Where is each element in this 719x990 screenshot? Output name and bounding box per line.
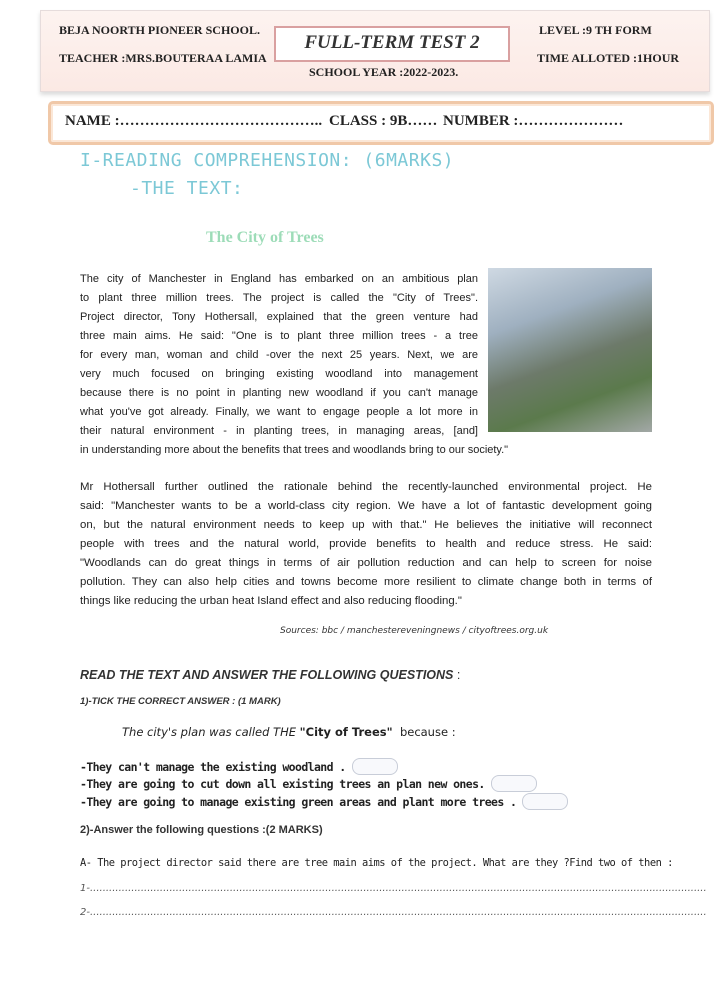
text-line: people with trees and the natural world, provide benefits to health and reduce stress. He said: — [80, 538, 652, 550]
instructions-colon: : — [456, 668, 461, 682]
test-title: FULL-TERM TEST 2 — [304, 32, 480, 53]
text-line: for every man, woman and child -over the next 25 years. Next, we are — [80, 349, 478, 361]
q1-stem-part: The city's plan was called THE — [122, 725, 296, 739]
sources: Sources: bbc / manchestereveningnews / cityoftrees.org.uk — [280, 626, 549, 636]
answer-line-label: 2- — [80, 907, 90, 918]
instructions-heading — [80, 668, 460, 682]
q1-stem-end: because : — [399, 725, 456, 739]
text-line: on, but the natural environment needs to keep up with that." He believes the initiative will reconnect — [80, 519, 652, 531]
text-line: Project director, Tony Hothersall, explained that the green venture had — [80, 311, 478, 323]
q1-option-2: -They are going to cut down all existing trees an plan new ones. — [80, 776, 485, 791]
teacher-name: TEACHER :MRS.BOUTERAA LAMIA — [59, 51, 267, 65]
text-line: because there is no point in planting new woodland if you can't manage — [80, 387, 478, 399]
student-info-box — [48, 101, 714, 145]
section-subheading: -THE TEXT: — [130, 178, 244, 199]
city-photo — [488, 268, 652, 432]
text-line: their natural environment - in planting trees, in managing areas, [and] — [80, 425, 478, 437]
text-line: The city of Manchester in England has embarked on an ambitious plan — [80, 273, 478, 285]
q2-title: 2)-Answer the following questions :(2 MARKS) — [80, 824, 323, 836]
text-line: things like reducing the urban heat Island effect and also reducing flooding." — [80, 595, 462, 607]
school-year: SCHOOL YEAR :2022-2023. — [309, 65, 459, 79]
q1-option-row-1 — [80, 758, 398, 775]
q1-option-row-2 — [80, 775, 537, 792]
instructions-text: READ THE TEXT AND ANSWER THE FOLLOWING QUESTIONS — [80, 668, 454, 682]
q1-checkbox-3[interactable] — [522, 793, 568, 810]
text-line: pollution. They can also help cities and towns become more resilient to climate change both in terms of — [80, 576, 652, 588]
q1-checkbox-2[interactable] — [491, 775, 537, 792]
q1-stem-bold: "City of Trees" — [299, 725, 393, 739]
text-line: said: "Manchester wants to be a world-class city region. We have a lot of fantastic development going — [80, 500, 652, 512]
q1-option-row-3 — [80, 793, 568, 810]
class-field[interactable]: CLASS : 9B…… — [329, 113, 438, 129]
text-title: The City of Trees — [206, 229, 324, 246]
q1-checkbox-1[interactable] — [352, 758, 398, 775]
name-field[interactable]: NAME :………………………………….. — [65, 113, 323, 129]
answer-line-label: 1- — [80, 883, 90, 894]
level: LEVEL :9 TH FORM — [539, 23, 652, 37]
text-line: three main aims. He said: "One is to plant three million trees - a tree — [80, 330, 478, 342]
text-line: Mr Hothersall further outlined the rationale behind the recently-launched environmental project. He — [80, 481, 652, 493]
answer-line-1[interactable]: 1-.................................................................................................................................................................................................. — [80, 883, 707, 894]
q1-title: 1)-TICK THE CORRECT ANSWER : (1 MARK) — [80, 696, 281, 707]
answer-line-2[interactable]: 2-.................................................................................................................................................................................................. — [80, 907, 707, 918]
title-box — [274, 26, 510, 62]
q1-option-1: -They can't manage the existing woodland . — [80, 759, 346, 774]
text-line: "Woodlands can do great things in terms of air pollution reduction and can help to screen for noise — [80, 557, 652, 569]
text-line: in understanding more about the benefits that trees and woodlands bring to our society." — [80, 444, 509, 456]
text-line: what you've got already. Finally, we want to engage people a lot more in — [80, 406, 478, 418]
q1-stem — [122, 725, 456, 739]
text-line: to plant three million trees. The project is called the "City of Trees". — [80, 292, 478, 304]
time-allotted: TIME ALLOTED :1HOUR — [537, 51, 680, 65]
q1-option-3: -They are going to manage existing green areas and plant more trees . — [80, 794, 517, 809]
text-line: very much focused on bringing existing woodland into management — [80, 368, 478, 380]
q2a-question: A- The project director said there are tree main aims of the project. What are they ?Find two of then : — [80, 857, 673, 869]
section-heading: I-READING COMPREHENSION: (6MARKS) — [80, 150, 455, 171]
school-name: BEJA NOORTH PIONEER SCHOOL. — [59, 23, 260, 37]
number-field[interactable]: NUMBER :………………… — [443, 113, 624, 129]
